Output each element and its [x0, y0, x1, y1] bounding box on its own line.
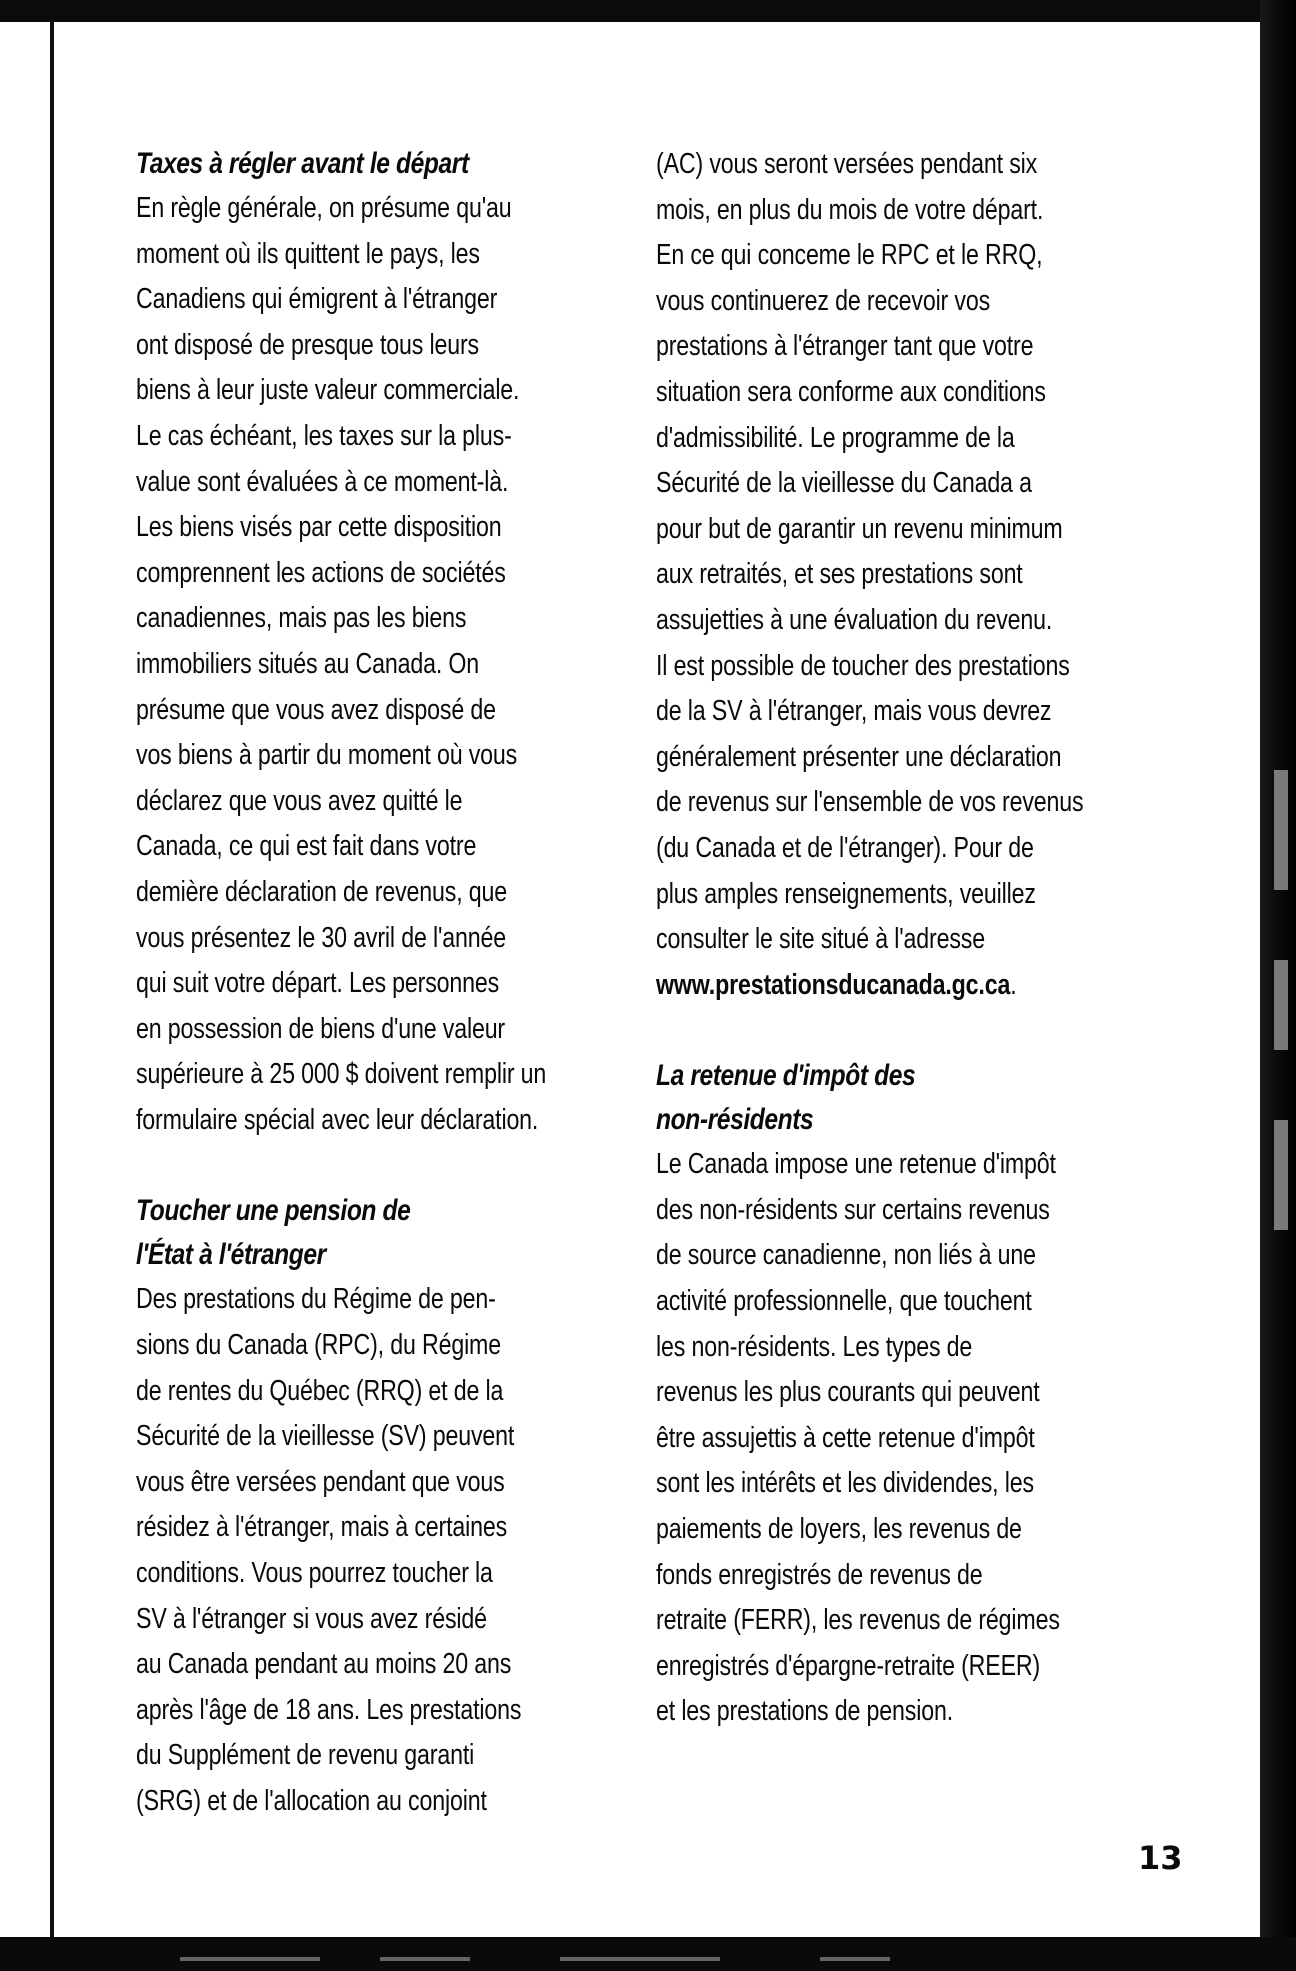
text-line: assujetties à une évaluation du revenu.	[656, 603, 1053, 636]
text-line: retraite (FERR), les revenus de régimes	[656, 1604, 1060, 1637]
text-line: value sont évaluées à ce moment-là.	[136, 465, 509, 498]
text-line: biens à leur juste valeur commerciale.	[136, 374, 520, 407]
text-line: Canada, ce qui est fait dans votre	[136, 830, 477, 863]
text-line: activité professionnelle, que touchent	[656, 1285, 1032, 1318]
text-line: vous continuerez de recevoir vos	[656, 284, 991, 317]
text-line: de revenus sur l'ensemble de vos revenus	[656, 786, 1084, 819]
heading-line: La retenue d'impôt des	[656, 1059, 916, 1093]
scan-noise	[1274, 770, 1288, 890]
text-line: du Supplément de revenu garanti	[136, 1739, 475, 1772]
text-line: vous présentez le 30 avril de l'année	[136, 921, 506, 954]
text-line: et les prestations de pension.	[656, 1695, 953, 1728]
text-line: paiements de loyers, les revenus de	[656, 1513, 1022, 1546]
section-heading-taxes	[136, 142, 614, 186]
text-line: déclarez que vous avez quitté le	[136, 784, 463, 817]
text-line: prestations à l'étranger tant que votre	[656, 330, 1034, 363]
text-line: ont disposé de presque tous leurs	[136, 328, 479, 361]
text-line: Sécurité de la vieillesse du Canada a	[656, 467, 1032, 500]
text-line: (du Canada et de l'étranger). Pour de	[656, 831, 1034, 864]
text-line: demière déclaration de revenus, que	[136, 875, 507, 908]
text-line: aux retraités, et ses prestations sont	[656, 558, 1023, 591]
scan-noise	[820, 1957, 890, 1961]
website-link[interactable]: www.prestationsducanada.gc.ca	[656, 968, 1011, 1001]
heading-line: l'État à l'étranger	[136, 1238, 326, 1272]
text-line: au Canada pendant au moins 20 ans	[136, 1648, 512, 1681]
text-line: SV à l'étranger si vous avez résidé	[136, 1602, 487, 1635]
section-heading-pension	[136, 1189, 614, 1277]
text-line: pour but de garantir un revenu minimum	[656, 512, 1063, 545]
text-line: sont les intérêts et les dividendes, les	[656, 1467, 1034, 1500]
text-line: présume que vous avez disposé de	[136, 693, 496, 726]
scan-noise	[1274, 960, 1288, 1050]
text-line: En règle générale, on présume qu'au	[136, 192, 512, 224]
scan-noise	[1274, 1120, 1288, 1230]
text-line: Sécurité de la vieillesse (SV) peuvent	[136, 1420, 515, 1453]
text-line: situation sera conforme aux conditions	[656, 375, 1046, 408]
text-line: Le cas échéant, les taxes sur la plus-	[136, 419, 512, 452]
text-line: sions du Canada (RPC), du Régime	[136, 1329, 501, 1362]
text-line: d'admissibilité. Le programme de la	[656, 421, 1015, 454]
heading-line: Taxes à régler avant le départ	[136, 147, 469, 180]
document-page	[136, 142, 1136, 1842]
text-line: Les biens visés par cette disposition	[136, 511, 502, 544]
section-heading-withholding	[656, 1054, 1134, 1142]
text-line: de la SV à l'étranger, mais vous devrez	[656, 695, 1052, 728]
page-number: 13	[1138, 1839, 1183, 1877]
text-line: (AC) vous seront versées pendant six	[656, 148, 1038, 180]
text-line: supérieure à 25 000 $ doivent remplir un	[136, 1058, 547, 1091]
text-line: (SRG) et de l'allocation au conjoint	[136, 1785, 487, 1817]
section-spacer	[136, 1143, 614, 1189]
text-line: de source canadienne, non liés à une	[656, 1239, 1036, 1272]
text-line: enregistrés d'épargne-retraite (REER)	[656, 1649, 1041, 1682]
scan-border-left	[50, 22, 54, 1952]
heading-line: Toucher une pension de	[136, 1194, 411, 1228]
section-body-taxes	[136, 186, 614, 1143]
text-line: plus amples renseignements, veuillez	[656, 877, 1036, 910]
section-body-pension	[136, 1277, 614, 1824]
text-line: mois, en plus du mois de votre départ.	[656, 193, 1044, 226]
heading-line: non-résidents	[656, 1103, 814, 1137]
left-column	[136, 142, 614, 1825]
text-line: Des prestations du Régime de pen-	[136, 1283, 496, 1316]
text-line: résidez à l'étranger, mais à certaines	[136, 1511, 508, 1544]
text-line: Il est possible de toucher des prestations	[656, 649, 1070, 682]
text-line: Le Canada impose une retenue d'impôt	[656, 1148, 1056, 1181]
text-line: après l'âge de 18 ans. Les prestations	[136, 1693, 522, 1726]
text-line: fonds enregistrés de revenus de	[656, 1558, 983, 1591]
text-line: En ce qui conceme le RPC et le RRQ,	[656, 239, 1043, 272]
section-body-withholding	[656, 1142, 1134, 1735]
text-line: généralement présenter une déclaration	[656, 740, 1062, 773]
text-line: être assujettis à cette retenue d'impôt	[656, 1421, 1035, 1454]
text-line: canadiennes, mais pas les biens	[136, 602, 467, 635]
scan-noise	[180, 1957, 320, 1961]
text-line: formulaire spécial avec leur déclaration.	[136, 1103, 539, 1136]
text-line-url	[656, 963, 1134, 1009]
scan-border-top	[0, 0, 1296, 22]
text-line: immobiliers situés au Canada. On	[136, 647, 480, 680]
scan-noise	[380, 1957, 470, 1961]
text-line: moment où ils quittent le pays, les	[136, 237, 480, 270]
text-line: qui suit votre départ. Les personnes	[136, 967, 500, 1000]
section-spacer	[656, 1008, 1134, 1054]
text-line: vos biens à partir du moment où vous	[136, 739, 518, 772]
text-line: revenus les plus courants qui peuvent	[656, 1376, 1040, 1409]
text-line: consulter le site situé à l'adresse	[656, 923, 985, 956]
text-line: des non-résidents sur certains revenus	[656, 1193, 1050, 1226]
text-line: de rentes du Québec (RRQ) et de la	[136, 1374, 504, 1407]
scan-border-right	[1260, 0, 1296, 1971]
right-column	[656, 142, 1134, 1735]
text-line: vous être versées pendant que vous	[136, 1465, 505, 1498]
text-line: les non-résidents. Les types de	[656, 1330, 973, 1363]
url-suffix: .	[1010, 968, 1017, 1001]
text-line: en possession de biens d'une valeur	[136, 1012, 505, 1045]
scan-noise	[560, 1957, 720, 1961]
section-body-pension-continued	[656, 142, 1134, 1008]
text-line: comprennent les actions de sociétés	[136, 556, 506, 589]
text-line: Canadiens qui émigrent à l'étranger	[136, 283, 498, 316]
text-line: conditions. Vous pourrez toucher la	[136, 1557, 493, 1590]
scan-border-bottom	[0, 1937, 1296, 1971]
